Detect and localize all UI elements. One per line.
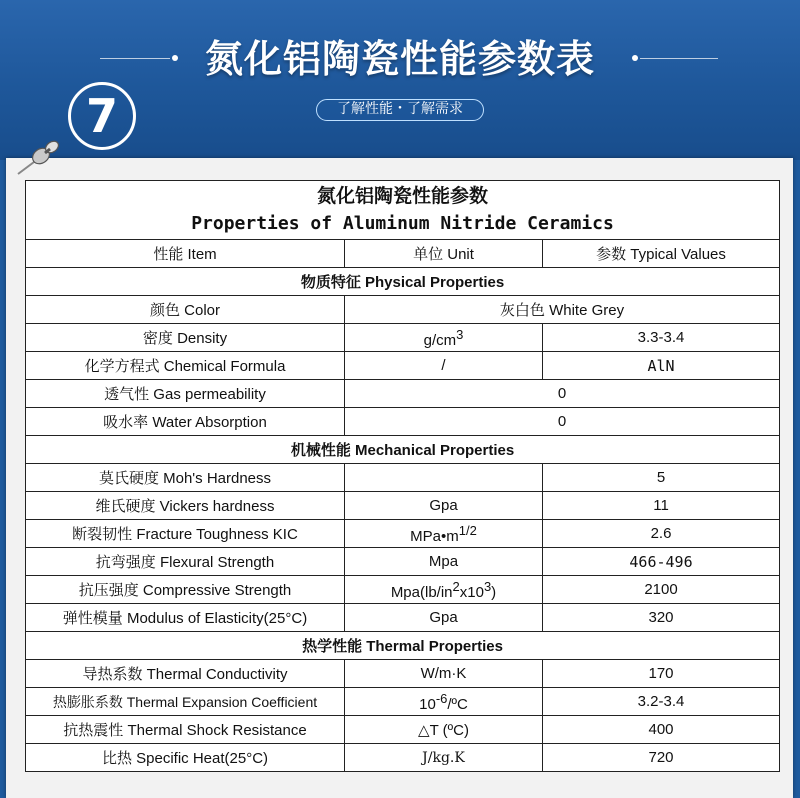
value-compressive: 2100 xyxy=(543,576,780,604)
unit-shock: △T (ºC) xyxy=(345,716,543,744)
item-conductivity: 导热系数 Thermal Conductivity xyxy=(26,660,345,688)
title-rule-right xyxy=(640,58,718,59)
section-row-mechanical xyxy=(26,436,780,464)
table-row xyxy=(26,576,780,604)
value-mohs: 5 xyxy=(543,464,780,492)
section-physical: 物质特征 Physical Properties xyxy=(26,268,780,296)
unit-expansion-b: /ºC xyxy=(447,695,468,713)
table-title-cell xyxy=(26,181,780,240)
unit-expansion-a: 10 xyxy=(419,695,436,713)
section-mechanical: 机械性能 Mechanical Properties xyxy=(26,436,780,464)
item-shock: 抗热震性 Thermal Shock Resistance xyxy=(26,716,345,744)
value-expansion: 3.2-3.4 xyxy=(543,688,780,716)
title-dot-right xyxy=(632,55,638,61)
unit-compressive-sup-a: 2 xyxy=(452,578,460,594)
table-row xyxy=(26,296,780,324)
value-density: 3.3-3.4 xyxy=(543,324,780,352)
value-water: 0 xyxy=(345,408,780,436)
properties-table xyxy=(25,180,780,772)
unit-expansion-sup: -6 xyxy=(435,690,448,706)
table-row xyxy=(26,492,780,520)
table-row xyxy=(26,548,780,576)
unit-fracture xyxy=(345,520,543,548)
value-conductivity: 170 xyxy=(543,660,780,688)
item-vickers: 维氏硬度 Vickers hardness xyxy=(26,492,345,520)
table-row xyxy=(26,408,780,436)
value-shock: 400 xyxy=(543,716,780,744)
item-fracture: 断裂韧性 Fracture Toughness KIC xyxy=(26,520,345,548)
unit-compressive-a: Mpa(lb/in xyxy=(390,583,453,601)
header-banner xyxy=(0,0,800,160)
table-row xyxy=(26,324,780,352)
section-number-badge: 7 xyxy=(68,82,136,150)
table-row xyxy=(26,520,780,548)
value-vickers: 11 xyxy=(543,492,780,520)
unit-specific-heat: J/kg.K xyxy=(345,744,543,772)
unit-compressive-b: x10 xyxy=(459,583,484,601)
item-expansion: 热膨胀系数 Thermal Expansion Coefficient xyxy=(26,688,345,716)
unit-fracture-sup: 1/2 xyxy=(458,522,477,538)
item-flexural: 抗弯强度 Flexural Strength xyxy=(26,548,345,576)
value-fracture: 2.6 xyxy=(543,520,780,548)
value-flexural: 466-496 xyxy=(543,548,780,576)
unit-flexural: Mpa xyxy=(345,548,543,576)
value-color: 灰白色 White Grey xyxy=(345,296,780,324)
unit-compressive-c: ) xyxy=(491,583,497,601)
unit-conductivity: W/m·K xyxy=(345,660,543,688)
table-row xyxy=(26,660,780,688)
table-row xyxy=(26,716,780,744)
tagline-pill: 了解性能・了解需求 xyxy=(316,99,484,121)
table-row xyxy=(26,464,780,492)
pushpin-icon xyxy=(14,138,62,178)
unit-compressive-sup-b: 3 xyxy=(483,578,492,594)
item-gas: 透气性 Gas permeability xyxy=(26,380,345,408)
unit-formula: / xyxy=(345,352,543,380)
unit-mohs xyxy=(345,464,543,492)
page-title: 氮化铝陶瓷性能参数表 xyxy=(204,37,595,81)
unit-elastic: Gpa xyxy=(345,604,543,632)
unit-density-base: g/cm xyxy=(423,331,457,349)
unit-density xyxy=(345,324,543,352)
item-density: 密度 Density xyxy=(26,324,345,352)
table-title-row xyxy=(26,181,780,240)
unit-expansion xyxy=(345,688,543,716)
unit-density-sup: 3 xyxy=(456,326,464,342)
item-formula: 化学方程式 Chemical Formula xyxy=(26,352,345,380)
item-mohs: 莫氏硬度 Moh's Hardness xyxy=(26,464,345,492)
item-water: 吸水率 Water Absorption xyxy=(26,408,345,436)
table-row xyxy=(26,380,780,408)
item-color: 颜色 Color xyxy=(26,296,345,324)
section-row-physical xyxy=(26,268,780,296)
section-thermal: 热学性能 Thermal Properties xyxy=(26,632,780,660)
unit-compressive xyxy=(345,576,543,604)
value-gas: 0 xyxy=(345,380,780,408)
unit-vickers: Gpa xyxy=(345,492,543,520)
section-row-thermal xyxy=(26,632,780,660)
value-specific-heat: 720 xyxy=(543,744,780,772)
table-row xyxy=(26,744,780,772)
table-row xyxy=(26,352,780,380)
column-header-item: 性能 Item xyxy=(26,240,345,268)
table-title-en: Properties of Aluminum Nitride Ceramics xyxy=(191,213,614,234)
item-compressive: 抗压强度 Compressive Strength xyxy=(26,576,345,604)
column-header-unit: 单位 Unit xyxy=(345,240,543,268)
item-elastic: 弹性模量 Modulus of Elasticity(25°C) xyxy=(26,604,345,632)
item-specific-heat: 比热 Specific Heat(25°C) xyxy=(26,744,345,772)
value-formula: AlN xyxy=(543,352,780,380)
table-row xyxy=(26,604,780,632)
table-row xyxy=(26,688,780,716)
header-row xyxy=(26,240,780,268)
table-title-cn: 氮化铝陶瓷性能参数 xyxy=(317,185,489,207)
unit-fracture-base: MPa•m xyxy=(410,527,459,545)
value-elastic: 320 xyxy=(543,604,780,632)
column-header-value: 参数 Typical Values xyxy=(543,240,780,268)
